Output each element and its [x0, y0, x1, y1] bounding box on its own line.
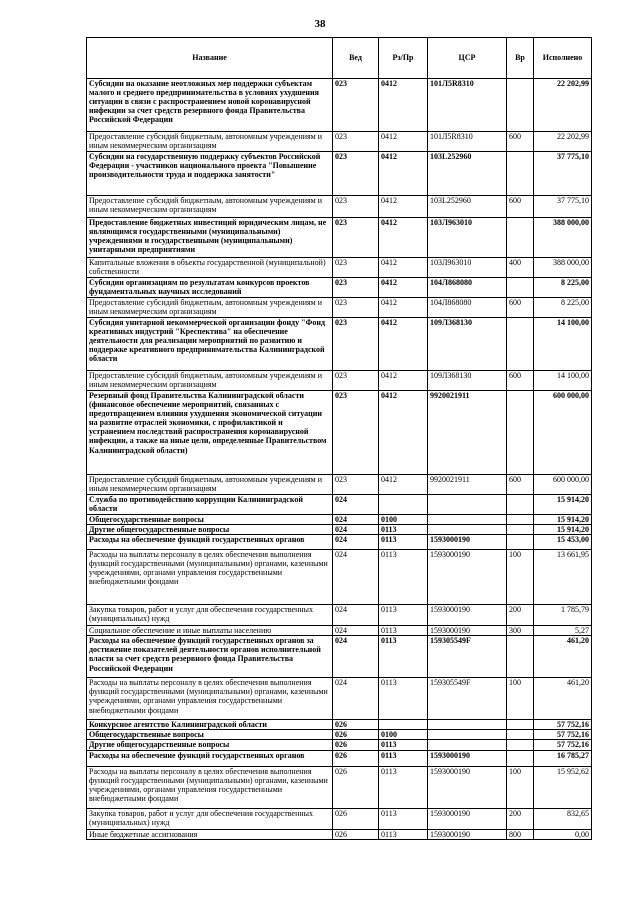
cell-sum: 600 000,00 [534, 391, 592, 475]
header-rzpr: Рз/Пр [379, 38, 428, 79]
cell-ved: 023 [333, 298, 379, 318]
cell-rzpr: 0113 [379, 550, 428, 605]
table-row [87, 196, 592, 218]
cell-sum: 15 914,20 [534, 525, 592, 535]
cell-ved: 024 [333, 525, 379, 535]
cell-vr [507, 525, 534, 535]
cell-csr: 1593000190 [428, 550, 507, 605]
cell-vr [507, 730, 534, 740]
cell-name: Расходы на обеспечение функций государственных органов [87, 535, 333, 550]
cell-sum: 0,00 [534, 829, 592, 839]
cell-name: Резервный фонд Правительства Калининградской области (финансовое обеспечение мероприятий, связанных с предотвращением влияния ухудшения экономической ситуации на развитие отраслей экономики, с профилактикой и устранением последствий распространения коронавирусной инфекции, а также на иные цели, определенные Правительством Калининградской области) [87, 391, 333, 475]
cell-csr: 159305549F [428, 678, 507, 720]
cell-name: Служба по противодействию коррупции Калининградской области [87, 495, 333, 515]
table-row [87, 740, 592, 750]
table-row [87, 626, 592, 636]
cell-ved: 023 [333, 278, 379, 298]
cell-name: Предоставление субсидий бюджетным, автономным учреждениям и иным некоммерческим организациям [87, 475, 333, 495]
cell-rzpr: 0113 [379, 808, 428, 829]
cell-ved: 024 [333, 550, 379, 605]
table-row [87, 678, 592, 720]
cell-name: Предоставление субсидий бюджетным, автономным учреждениям и иным некоммерческим организациям [87, 298, 333, 318]
cell-ved: 026 [333, 829, 379, 839]
cell-csr: 104Л868080 [428, 278, 507, 298]
cell-sum: 57 752,16 [534, 730, 592, 740]
cell-csr: 104Л868080 [428, 298, 507, 318]
table-row [87, 750, 592, 766]
cell-rzpr: 0113 [379, 829, 428, 839]
cell-vr [507, 720, 534, 730]
cell-ved: 024 [333, 605, 379, 626]
table-row [87, 475, 592, 495]
cell-vr [507, 278, 534, 298]
cell-name: Субсидии на оказание неотложных мер поддержки субъектам малого и среднего предпринимательства в условиях ухудшения ситуации в связи с распространением новой коронавирусной инфекции за счет средств резервного фонда Правительства Российской Федерации [87, 79, 333, 132]
cell-sum: 14 100,00 [534, 318, 592, 371]
table-row [87, 371, 592, 391]
cell-vr: 100 [507, 766, 534, 808]
cell-rzpr: 0412 [379, 196, 428, 218]
cell-vr [507, 152, 534, 196]
cell-name: Предоставление субсидий бюджетным, автономным учреждениям и иным некоммерческим организациям [87, 132, 333, 152]
cell-csr: 9920021911 [428, 391, 507, 475]
cell-csr: 109Л368130 [428, 371, 507, 391]
cell-ved: 026 [333, 720, 379, 730]
table-row [87, 525, 592, 535]
cell-name: Расходы на обеспечение функций государственных органов за достижение показателей деятельности органов исполнительной власти за счет средств резервного фонда Правительства Российской Федерации [87, 636, 333, 678]
cell-rzpr: 0412 [379, 152, 428, 196]
header-vr: Вр [507, 38, 534, 79]
cell-sum: 461,20 [534, 636, 592, 678]
cell-vr: 600 [507, 371, 534, 391]
table-header-row [87, 38, 592, 79]
cell-sum: 14 100,00 [534, 371, 592, 391]
cell-sum: 8 225,00 [534, 298, 592, 318]
table-row [87, 829, 592, 839]
cell-sum: 388 000,00 [534, 258, 592, 278]
table-row [87, 720, 592, 730]
cell-sum: 22 202,99 [534, 132, 592, 152]
cell-sum: 832,65 [534, 808, 592, 829]
table-row [87, 258, 592, 278]
cell-vr: 200 [507, 808, 534, 829]
cell-ved: 023 [333, 371, 379, 391]
table-row [87, 515, 592, 525]
cell-vr [507, 79, 534, 132]
cell-name: Социальное обеспечение и иные выплаты населению [87, 626, 333, 636]
cell-name: Общегосударственные вопросы [87, 515, 333, 525]
cell-ved: 024 [333, 678, 379, 720]
cell-csr: 1593000190 [428, 750, 507, 766]
cell-csr [428, 730, 507, 740]
table-row [87, 730, 592, 740]
cell-ved: 023 [333, 79, 379, 132]
cell-vr [507, 535, 534, 550]
table-row [87, 218, 592, 258]
cell-csr: 1593000190 [428, 808, 507, 829]
cell-ved: 023 [333, 318, 379, 371]
cell-vr: 800 [507, 829, 534, 839]
cell-ved: 023 [333, 132, 379, 152]
cell-rzpr: 0113 [379, 750, 428, 766]
cell-ved: 023 [333, 475, 379, 495]
cell-ved: 023 [333, 258, 379, 278]
cell-ved: 024 [333, 636, 379, 678]
cell-csr: 1593000190 [428, 626, 507, 636]
cell-sum: 600 000,00 [534, 475, 592, 495]
cell-sum: 37 775,10 [534, 152, 592, 196]
cell-csr: 1593000190 [428, 829, 507, 839]
cell-rzpr: 0412 [379, 298, 428, 318]
cell-csr: 103Л963010 [428, 258, 507, 278]
table-row [87, 605, 592, 626]
cell-ved: 026 [333, 766, 379, 808]
cell-rzpr: 0412 [379, 278, 428, 298]
cell-rzpr: 0412 [379, 391, 428, 475]
cell-name: Предоставление бюджетных инвестиций юридическим лицам, не являющимся государственными (муниципальными) учреждениями и государственными (муниципальными) унитарными предприятиями [87, 218, 333, 258]
cell-csr [428, 515, 507, 525]
cell-vr [507, 740, 534, 750]
table-row [87, 766, 592, 808]
cell-name: Закупка товаров, работ и услуг для обеспечения государственных (муниципальных) нужд [87, 605, 333, 626]
cell-name: Субсидии организациям по результатам конкурсов проектов фундаментальных научных исследований [87, 278, 333, 298]
cell-rzpr: 0113 [379, 535, 428, 550]
table-row [87, 152, 592, 196]
cell-csr: 1593000190 [428, 535, 507, 550]
cell-vr [507, 636, 534, 678]
cell-ved: 026 [333, 730, 379, 740]
table-row [87, 278, 592, 298]
cell-vr [507, 318, 534, 371]
header-csr: ЦСР [428, 38, 507, 79]
cell-csr [428, 740, 507, 750]
cell-vr [507, 495, 534, 515]
table-body [87, 79, 592, 840]
cell-name: Иные бюджетные ассигнования [87, 829, 333, 839]
cell-csr: 9920021911 [428, 475, 507, 495]
cell-ved: 026 [333, 808, 379, 829]
table-row [87, 391, 592, 475]
cell-name: Общегосударственные вопросы [87, 730, 333, 740]
cell-rzpr: 0113 [379, 766, 428, 808]
cell-sum: 5,27 [534, 626, 592, 636]
cell-csr: 103Л963010 [428, 218, 507, 258]
cell-vr [507, 391, 534, 475]
cell-name: Другие общегосударственные вопросы [87, 740, 333, 750]
cell-ved: 024 [333, 626, 379, 636]
cell-ved: 023 [333, 391, 379, 475]
cell-sum: 13 661,95 [534, 550, 592, 605]
cell-ved: 023 [333, 218, 379, 258]
table-row [87, 550, 592, 605]
cell-vr: 400 [507, 258, 534, 278]
cell-name: Расходы на выплаты персоналу в целях обеспечения выполнения функций государственными (муниципальными) органами, казенными учреждениями, органами управления государственными внебюджетными фондами [87, 766, 333, 808]
cell-sum: 8 225,00 [534, 278, 592, 298]
cell-rzpr: 0412 [379, 132, 428, 152]
cell-ved: 023 [333, 152, 379, 196]
cell-vr: 100 [507, 678, 534, 720]
table-row [87, 298, 592, 318]
cell-csr: 101Л5R8310 [428, 79, 507, 132]
cell-csr: 1593000190 [428, 605, 507, 626]
cell-vr: 600 [507, 475, 534, 495]
cell-vr: 300 [507, 626, 534, 636]
table-row [87, 535, 592, 550]
cell-vr [507, 515, 534, 525]
cell-vr [507, 750, 534, 766]
header-sum: Исполнено [534, 38, 592, 79]
cell-csr: 109Л368130 [428, 318, 507, 371]
cell-rzpr: 0412 [379, 371, 428, 391]
cell-sum: 22 202,99 [534, 79, 592, 132]
cell-csr: 103L252960 [428, 196, 507, 218]
cell-sum: 388 000,00 [534, 218, 592, 258]
cell-ved: 026 [333, 740, 379, 750]
cell-rzpr: 0113 [379, 626, 428, 636]
cell-rzpr: 0113 [379, 678, 428, 720]
cell-rzpr: 0412 [379, 475, 428, 495]
cell-name: Расходы на выплаты персоналу в целях обеспечения выполнения функций государственными (муниципальными) органами, казенными учреждениями, органами управления государственными внебюджетными фондами [87, 678, 333, 720]
cell-csr: 159305549F [428, 636, 507, 678]
cell-sum: 15 914,20 [534, 495, 592, 515]
cell-name: Другие общегосударственные вопросы [87, 525, 333, 535]
cell-rzpr: 0100 [379, 515, 428, 525]
cell-name: Субсидия унитарной некоммерческой организации фонду "Фонд креативных индустрий "Креспектива" на обеспечение деятельности для реализации мероприятий по развитию и поддержке креативного предпринимательства Калининградской области [87, 318, 333, 371]
cell-vr: 200 [507, 605, 534, 626]
cell-name: Капитальные вложения в объекты государственной (муниципальной) собственности [87, 258, 333, 278]
budget-table [86, 37, 592, 840]
cell-sum: 461,20 [534, 678, 592, 720]
cell-csr [428, 720, 507, 730]
cell-rzpr: 0412 [379, 318, 428, 371]
cell-vr [507, 218, 534, 258]
cell-sum: 57 752,16 [534, 720, 592, 730]
cell-vr: 100 [507, 550, 534, 605]
cell-rzpr: 0100 [379, 730, 428, 740]
cell-sum: 15 952,62 [534, 766, 592, 808]
cell-csr [428, 495, 507, 515]
cell-rzpr: 0113 [379, 636, 428, 678]
cell-sum: 57 752,16 [534, 740, 592, 750]
cell-name: Расходы на выплаты персоналу в целях обеспечения выполнения функций государственными (муниципальными) органами, казенными учреждениями, органами управления государственными внебюджетными фондами [87, 550, 333, 605]
cell-vr: 600 [507, 132, 534, 152]
cell-vr: 600 [507, 196, 534, 218]
page-number: 38 [314, 18, 326, 30]
table-row [87, 495, 592, 515]
cell-rzpr: 0412 [379, 218, 428, 258]
cell-ved: 024 [333, 495, 379, 515]
cell-rzpr: 0113 [379, 605, 428, 626]
table-row [87, 132, 592, 152]
cell-csr: 103L252960 [428, 152, 507, 196]
cell-sum: 15 453,00 [534, 535, 592, 550]
cell-rzpr: 0412 [379, 79, 428, 132]
header-name: Название [87, 38, 333, 79]
cell-name: Закупка товаров, работ и услуг для обеспечения государственных (муниципальных) нужд [87, 808, 333, 829]
cell-rzpr [379, 720, 428, 730]
cell-rzpr [379, 495, 428, 515]
cell-ved: 024 [333, 515, 379, 525]
cell-ved: 024 [333, 535, 379, 550]
cell-name: Предоставление субсидий бюджетным, автономным учреждениям и иным некоммерческим организациям [87, 196, 333, 218]
table-row [87, 808, 592, 829]
cell-csr: 1593000190 [428, 766, 507, 808]
table-row [87, 79, 592, 132]
cell-sum: 15 914,20 [534, 515, 592, 525]
cell-ved: 026 [333, 750, 379, 766]
table-row [87, 636, 592, 678]
cell-vr: 600 [507, 298, 534, 318]
cell-csr: 101Л5R8310 [428, 132, 507, 152]
cell-ved: 023 [333, 196, 379, 218]
cell-sum: 16 785,27 [534, 750, 592, 766]
table-row [87, 318, 592, 371]
cell-name: Расходы на обеспечение функций государственных органов [87, 750, 333, 766]
cell-rzpr: 0113 [379, 740, 428, 750]
cell-name: Предоставление субсидий бюджетным, автономным учреждениям и иным некоммерческим организациям [87, 371, 333, 391]
cell-sum: 1 785,79 [534, 605, 592, 626]
cell-sum: 37 775,10 [534, 196, 592, 218]
cell-csr [428, 525, 507, 535]
header-ved: Вед [333, 38, 379, 79]
cell-rzpr: 0113 [379, 525, 428, 535]
cell-rzpr: 0412 [379, 258, 428, 278]
cell-name: Конкурсное агентство Калининградской области [87, 720, 333, 730]
cell-name: Субсидии на государственную поддержку субъектов Российской Федерации - участников национального проекта "Повышение производительности труда и поддержка занятости" [87, 152, 333, 196]
